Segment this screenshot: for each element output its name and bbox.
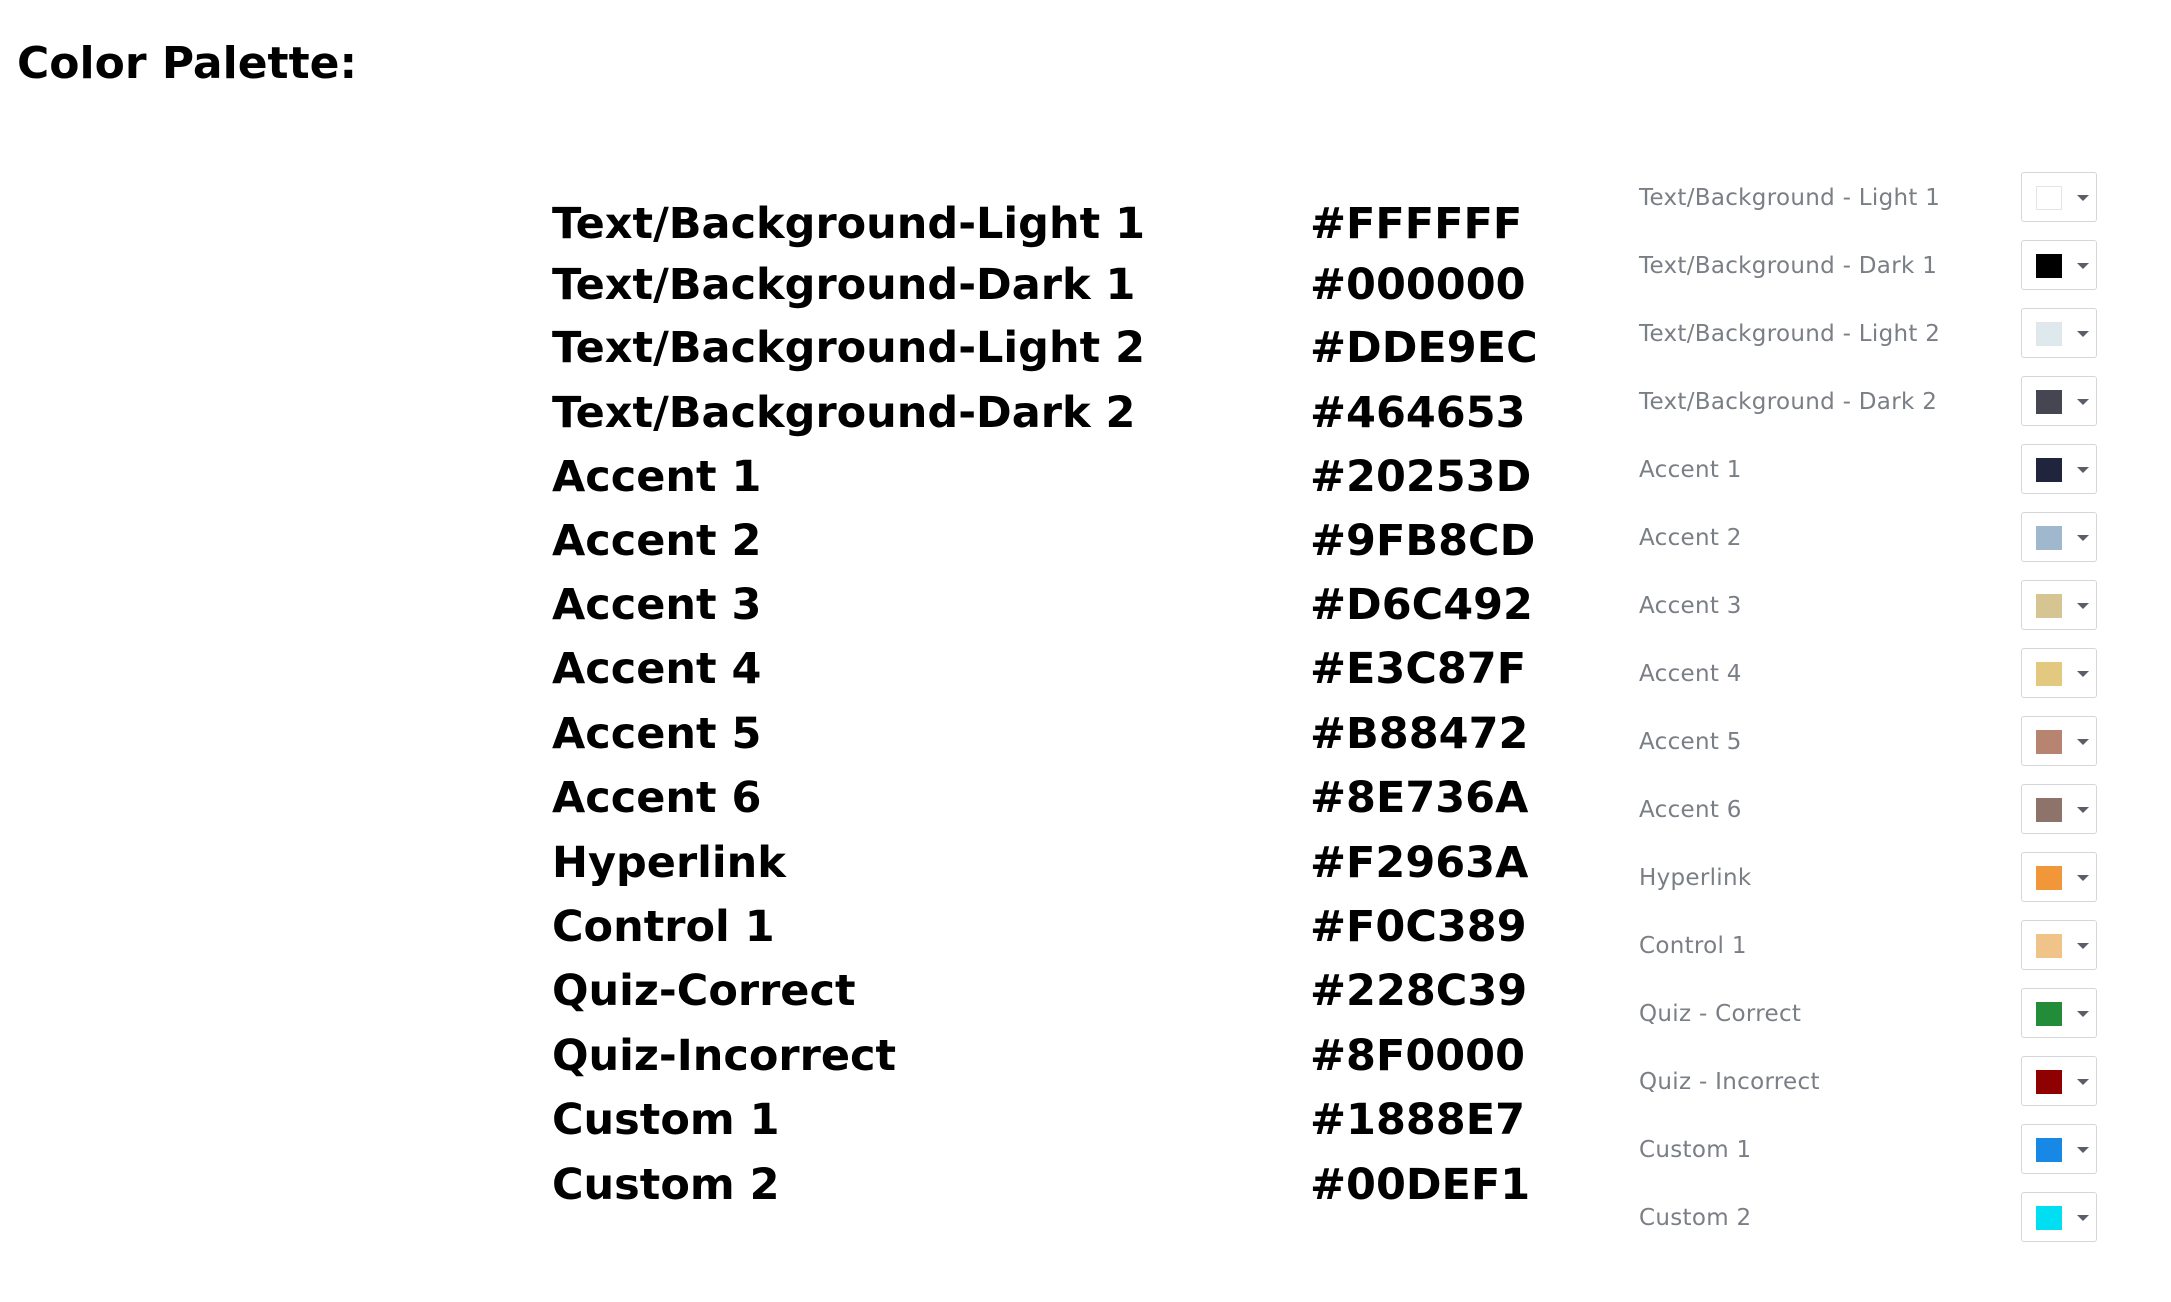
theme-color-row	[1620, 306, 2100, 362]
color-picker-dropdown[interactable]	[2021, 784, 2097, 834]
color-picker-dropdown[interactable]	[2021, 920, 2097, 970]
theme-color-row	[1620, 1122, 2100, 1178]
palette-row	[552, 835, 1572, 891]
color-hex-code: #DDE9EC	[1310, 323, 1538, 373]
page-title: Color Palette:	[17, 38, 358, 89]
color-swatch	[2036, 1138, 2062, 1162]
color-name: Accent 5	[552, 709, 762, 759]
color-swatch	[2036, 1070, 2062, 1094]
caret-down-icon	[2077, 467, 2089, 473]
palette-row	[552, 1028, 1572, 1084]
caret-down-icon	[2077, 875, 2089, 881]
theme-color-row	[1620, 850, 2100, 906]
color-hex-code: #000000	[1310, 260, 1526, 310]
color-hex-code: #00DEF1	[1310, 1160, 1531, 1210]
color-swatch	[2036, 1002, 2062, 1026]
caret-down-icon	[2077, 943, 2089, 949]
color-swatch	[2036, 662, 2062, 686]
color-swatch	[2036, 254, 2062, 278]
palette-row	[552, 449, 1572, 505]
caret-down-icon	[2077, 1215, 2089, 1221]
color-swatch	[2036, 934, 2062, 958]
color-picker-dropdown[interactable]	[2021, 376, 2097, 426]
color-name: Accent 3	[552, 580, 762, 630]
theme-color-row	[1620, 238, 2100, 294]
color-swatch	[2036, 594, 2062, 618]
color-hex-code: #1888E7	[1310, 1095, 1525, 1145]
color-swatch	[2036, 798, 2062, 822]
caret-down-icon	[2077, 1079, 2089, 1085]
color-hex-code: #F2963A	[1310, 838, 1529, 888]
color-picker-dropdown[interactable]	[2021, 172, 2097, 222]
color-picker-dropdown[interactable]	[2021, 512, 2097, 562]
theme-color-label: Custom 1	[1639, 1137, 1752, 1163]
caret-down-icon	[2077, 399, 2089, 405]
palette-row	[552, 706, 1572, 762]
color-name: Custom 2	[552, 1160, 780, 1210]
caret-down-icon	[2077, 1147, 2089, 1153]
theme-color-row	[1620, 442, 2100, 498]
color-picker-dropdown[interactable]	[2021, 988, 2097, 1038]
color-name: Text/Background-Dark 1	[552, 260, 1136, 310]
theme-color-label: Hyperlink	[1639, 865, 1752, 891]
color-swatch	[2036, 526, 2062, 550]
color-picker-dropdown[interactable]	[2021, 308, 2097, 358]
color-name: Accent 2	[552, 516, 762, 566]
caret-down-icon	[2077, 535, 2089, 541]
theme-color-row	[1620, 1054, 2100, 1110]
color-hex-code: #D6C492	[1310, 580, 1533, 630]
theme-color-label: Accent 4	[1639, 661, 1742, 687]
caret-down-icon	[2077, 603, 2089, 609]
color-picker-dropdown[interactable]	[2021, 716, 2097, 766]
caret-down-icon	[2077, 1011, 2089, 1017]
color-hex-code: #B88472	[1310, 709, 1529, 759]
theme-color-row	[1620, 1190, 2100, 1246]
palette-row	[552, 1157, 1572, 1213]
palette-row	[552, 385, 1572, 441]
theme-color-row	[1620, 170, 2100, 226]
color-swatch	[2036, 458, 2062, 482]
theme-color-label: Quiz - Incorrect	[1639, 1069, 1820, 1095]
color-name: Custom 1	[552, 1095, 780, 1145]
color-hex-code: #8E736A	[1310, 773, 1529, 823]
theme-color-row	[1620, 374, 2100, 430]
color-name: Accent 1	[552, 452, 762, 502]
caret-down-icon	[2077, 739, 2089, 745]
palette-row	[552, 577, 1572, 633]
theme-color-label: Quiz - Correct	[1639, 1001, 1802, 1027]
color-hex-code: #228C39	[1310, 966, 1528, 1016]
color-picker-dropdown[interactable]	[2021, 444, 2097, 494]
caret-down-icon	[2077, 195, 2089, 201]
theme-color-row	[1620, 918, 2100, 974]
theme-color-label: Accent 2	[1639, 525, 1742, 551]
theme-color-label: Accent 5	[1639, 729, 1742, 755]
theme-color-label: Text/Background - Light 2	[1639, 321, 1941, 347]
theme-color-label: Text/Background - Light 1	[1639, 185, 1941, 211]
palette-row	[552, 1092, 1572, 1148]
theme-color-row	[1620, 986, 2100, 1042]
color-swatch	[2036, 322, 2062, 346]
color-picker-dropdown[interactable]	[2021, 580, 2097, 630]
theme-color-label: Custom 2	[1639, 1205, 1752, 1231]
color-name: Text/Background-Light 2	[552, 323, 1146, 373]
palette-row	[552, 899, 1572, 955]
color-name: Control 1	[552, 902, 775, 952]
color-picker-dropdown[interactable]	[2021, 1192, 2097, 1242]
color-picker-dropdown[interactable]	[2021, 1056, 2097, 1106]
caret-down-icon	[2077, 807, 2089, 813]
theme-color-row	[1620, 510, 2100, 566]
caret-down-icon	[2077, 263, 2089, 269]
theme-color-label: Accent 1	[1639, 457, 1742, 483]
color-hex-code: #F0C389	[1310, 902, 1527, 952]
color-hex-code: #8F0000	[1310, 1031, 1525, 1081]
color-swatch	[2036, 186, 2062, 210]
color-hex-code: #464653	[1310, 388, 1526, 438]
color-name: Text/Background-Light 1	[552, 199, 1146, 249]
color-name: Quiz-Correct	[552, 966, 856, 1016]
caret-down-icon	[2077, 331, 2089, 337]
theme-color-row	[1620, 714, 2100, 770]
color-picker-dropdown[interactable]	[2021, 240, 2097, 290]
palette-row	[552, 513, 1572, 569]
palette-row	[552, 320, 1572, 376]
theme-color-label: Accent 6	[1639, 797, 1742, 823]
palette-row	[552, 770, 1572, 826]
theme-color-label: Accent 3	[1639, 593, 1742, 619]
theme-color-label: Text/Background - Dark 1	[1639, 253, 1938, 279]
theme-color-label: Control 1	[1639, 933, 1747, 959]
color-name: Text/Background-Dark 2	[552, 388, 1136, 438]
color-swatch	[2036, 390, 2062, 414]
theme-colors-panel	[1620, 170, 2120, 1260]
color-hex-code: #E3C87F	[1310, 644, 1527, 694]
theme-color-label: Text/Background - Dark 2	[1639, 389, 1938, 415]
color-swatch	[2036, 1206, 2062, 1230]
color-name: Accent 4	[552, 644, 762, 694]
palette-row	[552, 963, 1572, 1019]
color-hex-code: #FFFFFF	[1310, 199, 1523, 249]
palette-row	[552, 196, 1572, 252]
theme-color-row	[1620, 646, 2100, 702]
theme-color-row	[1620, 782, 2100, 838]
color-name: Quiz-Incorrect	[552, 1031, 897, 1081]
color-swatch	[2036, 866, 2062, 890]
color-picker-dropdown[interactable]	[2021, 1124, 2097, 1174]
color-name: Hyperlink	[552, 838, 786, 888]
palette-row	[552, 257, 1572, 313]
theme-color-row	[1620, 578, 2100, 634]
color-swatch	[2036, 730, 2062, 754]
color-picker-dropdown[interactable]	[2021, 852, 2097, 902]
color-hex-code: #9FB8CD	[1310, 516, 1536, 566]
color-name: Accent 6	[552, 773, 762, 823]
color-picker-dropdown[interactable]	[2021, 648, 2097, 698]
color-hex-code: #20253D	[1310, 452, 1532, 502]
caret-down-icon	[2077, 671, 2089, 677]
palette-row	[552, 641, 1572, 697]
